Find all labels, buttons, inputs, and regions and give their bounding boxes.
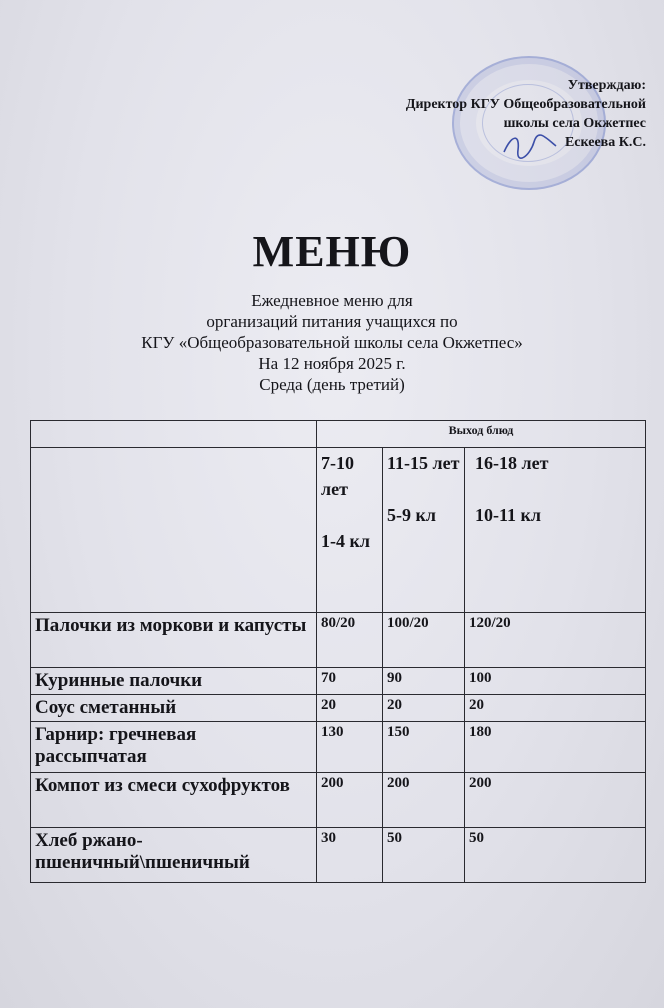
- age-group-1-age: 7-10 лет: [321, 453, 354, 499]
- portion-7-10: 30: [317, 828, 383, 883]
- portion-16-18: 120/20: [465, 613, 646, 668]
- approval-position: Директор КГУ Общеобразовательной: [405, 97, 646, 112]
- page-title: МЕНЮ: [252, 227, 412, 276]
- portion-7-10: 80/20: [317, 613, 383, 668]
- portion-16-18: 100: [465, 668, 646, 695]
- approval-block: [316, 76, 646, 152]
- portion-7-10: 200: [317, 773, 383, 828]
- portion-11-15: 50: [383, 828, 465, 883]
- menu-date: На 12 ноября 2025 г.: [258, 354, 406, 373]
- dish-name: Палочки из моркови и капусты: [31, 613, 317, 668]
- age-group-2-age: 11-15 лет: [387, 453, 460, 473]
- portion-16-18: 20: [465, 695, 646, 722]
- subtitle-line-1: Ежедневное меню для: [251, 291, 413, 310]
- portion-11-15: 200: [383, 773, 465, 828]
- table-row: [31, 773, 646, 828]
- portion-16-18: 180: [465, 722, 646, 773]
- portion-11-15: 150: [383, 722, 465, 773]
- dish-name: Соус сметанный: [31, 695, 317, 722]
- subtitle-block: [0, 290, 664, 395]
- approval-school: школы села Окжетпес: [503, 116, 646, 131]
- portion-16-18: 200: [465, 773, 646, 828]
- dish-name: Хлеб ржано-пшеничный\пшеничный: [31, 828, 317, 883]
- subtitle-line-3: КГУ «Общеобразовательной школы села Окжетпес»: [141, 333, 523, 352]
- menu-day: Среда (день третий): [259, 375, 405, 394]
- age-group-3-age: 16-18 лет: [475, 453, 549, 473]
- approval-signer: Ескеева К.С.: [564, 135, 646, 150]
- dish-name: Компот из смеси сухофруктов: [31, 773, 317, 828]
- portion-11-15: 100/20: [383, 613, 465, 668]
- table-header-row: [31, 421, 646, 448]
- age-empty-cell: [31, 448, 317, 613]
- portion-16-18: 50: [465, 828, 646, 883]
- age-group-row: [31, 448, 646, 613]
- age-group-2: [383, 448, 465, 613]
- table-row: [31, 722, 646, 773]
- portion-11-15: 90: [383, 668, 465, 695]
- table-row: [31, 828, 646, 883]
- age-group-2-grade: 5-9 кл: [387, 505, 436, 525]
- portion-7-10: 130: [317, 722, 383, 773]
- table-row: [31, 668, 646, 695]
- dish-name: Гарнир: гречневая рассыпчатая: [31, 722, 317, 773]
- portion-7-10: 20: [317, 695, 383, 722]
- age-group-1: [317, 448, 383, 613]
- output-header: Выход блюд: [317, 421, 646, 448]
- age-group-3: [465, 448, 646, 613]
- age-group-1-grade: 1-4 кл: [321, 531, 370, 551]
- subtitle-line-2: организаций питания учащихся по: [206, 312, 458, 331]
- table-row: [31, 613, 646, 668]
- age-group-3-grade: 10-11 кл: [475, 505, 541, 525]
- approval-heading: Утверждаю:: [567, 78, 646, 93]
- table-row: [31, 695, 646, 722]
- menu-table: [30, 420, 646, 883]
- portion-7-10: 70: [317, 668, 383, 695]
- header-empty-cell: [31, 421, 317, 448]
- portion-11-15: 20: [383, 695, 465, 722]
- dish-name: Куринные палочки: [31, 668, 317, 695]
